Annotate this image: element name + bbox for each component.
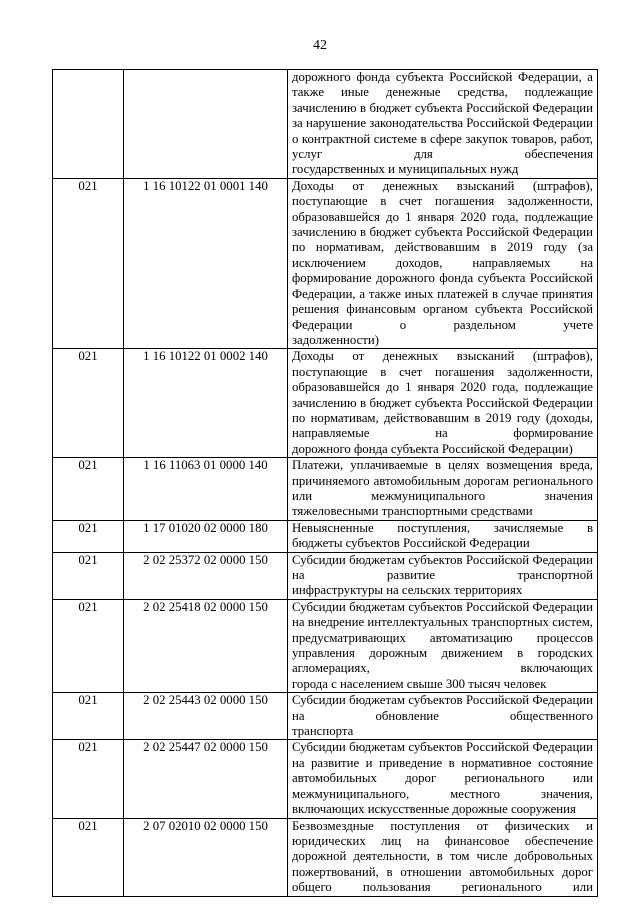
description-cell xyxy=(288,520,598,552)
budget-code-cell: 2 02 25372 02 0000 150 xyxy=(124,552,288,599)
description-last-line: города с населением свыше 300 тысяч человек xyxy=(292,676,547,691)
description-cell xyxy=(288,178,598,348)
description-cell xyxy=(288,693,598,740)
budget-code-cell: 2 02 25443 02 0000 150 xyxy=(124,693,288,740)
description-text: Невыясненные поступления, зачисляемые в xyxy=(292,520,593,535)
description-last-line: включающих искусственные дорожные сооружения xyxy=(292,802,576,817)
budget-code-cell: 1 17 01020 02 0000 180 xyxy=(124,520,288,552)
description-text: дорожного фонда субъекта Российской Федерации, а также иные денежные средства, подлежащие зачислению в бюджет субъекта Российской Федерации за нарушение законодательства Российской Федерации о контрактной системе в сфере закупок товаров, работ, услуг для обеспечения xyxy=(292,70,593,162)
admin-code-cell: 021 xyxy=(53,552,124,599)
table-row xyxy=(53,520,598,552)
description-text: Доходы от денежных взысканий (штрафов), поступающие в счет погашения задолженности, образовавшейся до 1 января 2020 года, подлежащие зачислению в бюджет субъекта Российской Федерации по нормативам, действовавшим в 2019 году (доходы, направляемые на формирование xyxy=(292,349,593,441)
description-last-line: инфраструктуры на сельских территориях xyxy=(292,583,523,598)
description-cell xyxy=(288,740,598,818)
budget-code-cell: 2 02 25418 02 0000 150 xyxy=(124,599,288,692)
table-row xyxy=(53,740,598,818)
description-last-line: дорожного фонда субъекта Российской Федерации) xyxy=(292,441,573,456)
admin-code-cell: 021 xyxy=(53,740,124,818)
table-row xyxy=(53,458,598,521)
budget-code-cell: 1 16 10122 01 0001 140 xyxy=(124,178,288,348)
admin-code-cell: 021 xyxy=(53,599,124,692)
description-text: Субсидии бюджетам субъектов Российской Федерации на внедрение интеллектуальных транспортных систем, предусматривающих автоматизацию процессов управления дорожным движением в городских агломерациях, включающих xyxy=(292,599,593,676)
revenue-codes-table xyxy=(52,69,598,897)
description-cell xyxy=(288,458,598,521)
budget-code-cell: 2 02 25447 02 0000 150 xyxy=(124,740,288,818)
description-cell xyxy=(288,70,598,179)
description-text: Безвозмездные поступления от физических и юридических лиц на финансовое обеспечение дорожной деятельности, в том числе добровольных пожертвований, в отношении автомобильных дорог общего пользования регионального или xyxy=(292,818,593,895)
budget-code-cell: 1 16 10122 01 0002 140 xyxy=(124,349,288,458)
budget-code-cell: 1 16 11063 01 0000 140 xyxy=(124,458,288,521)
description-last-line: тяжеловесными транспортными средствами xyxy=(292,504,533,519)
budget-code-cell xyxy=(124,70,288,179)
admin-code-cell: 021 xyxy=(53,178,124,348)
admin-code-cell: 021 xyxy=(53,693,124,740)
description-text: Субсидии бюджетам субъектов Российской Федерации на развитие транспортной xyxy=(292,552,593,582)
description-cell xyxy=(288,552,598,599)
description-last-line: бюджеты субъектов Российской Федерации xyxy=(292,536,530,551)
budget-code-cell: 2 07 02010 02 0000 150 xyxy=(124,818,288,896)
admin-code-cell xyxy=(53,70,124,179)
description-cell xyxy=(288,349,598,458)
description-cell xyxy=(288,818,598,896)
description-last-line: государственных и муниципальных нужд xyxy=(292,162,519,177)
admin-code-cell: 021 xyxy=(53,520,124,552)
description-text: Субсидии бюджетам субъектов Российской Федерации на развитие и приведение в нормативное состояние автомобильных дорог регионального или межмуниципального, местного значения, xyxy=(292,740,593,801)
table-row xyxy=(53,599,598,692)
description-last-line: задолженности) xyxy=(292,332,380,347)
table-row xyxy=(53,552,598,599)
table-row xyxy=(53,818,598,896)
admin-code-cell: 021 xyxy=(53,818,124,896)
description-text: Платежи, уплачиваемые в целях возмещения вреда, причиняемого автомобильным дорогам регионального или межмуниципального значения xyxy=(292,458,593,503)
description-text: Доходы от денежных взысканий (штрафов), поступающие в счет погашения задолженности, образовавшейся до 1 января 2020 года, подлежащие зачислению в бюджет субъекта Российской Федерации по нормативам, действовавшим в 2019 году (за исключением доходов, направляемых на формирование дорожного фонда субъекта Российской Федерации, а также иных платежей в случае принятия решения финансовым органом субъекта Российской Федерации о раздельном учете xyxy=(292,178,593,332)
table-row xyxy=(53,693,598,740)
table-row xyxy=(53,70,598,179)
page-number: 42 xyxy=(313,38,327,53)
description-last-line: транспорта xyxy=(292,724,354,739)
table-row xyxy=(53,349,598,458)
admin-code-cell: 021 xyxy=(53,458,124,521)
description-cell xyxy=(288,599,598,692)
admin-code-cell: 021 xyxy=(53,349,124,458)
table-row xyxy=(53,178,598,348)
description-text: Субсидии бюджетам субъектов Российской Федерации на обновление общественного xyxy=(292,693,593,723)
